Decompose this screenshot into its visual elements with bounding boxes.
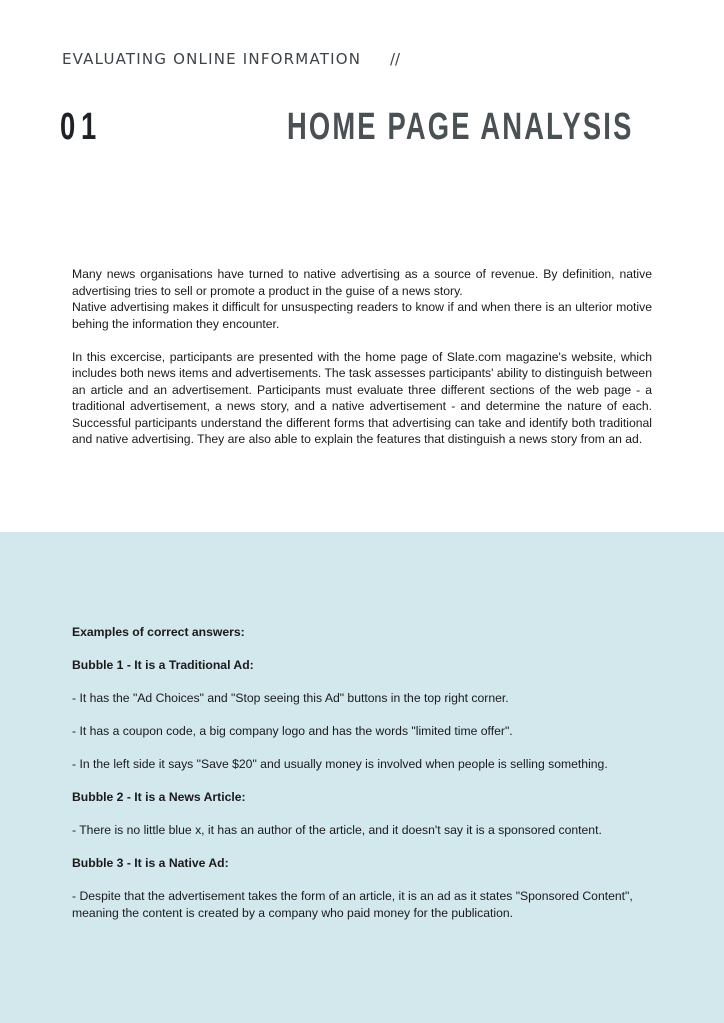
answers-heading: Examples of correct answers: xyxy=(72,625,245,639)
bubble-title: Bubble 2 - It is a News Article: xyxy=(72,790,246,804)
header-separator: // xyxy=(390,50,401,68)
answers-section xyxy=(72,624,652,938)
bubble-title: Bubble 1 - It is a Traditional Ad: xyxy=(72,658,254,672)
section-label: EVALUATING ONLINE INFORMATION xyxy=(62,50,362,68)
answer-point: - Despite that the advertisement takes the form of an article, it is an ad as it states "Sponsored Content", meaning the content is created by a company who paid money for the publication. xyxy=(72,889,633,920)
bubble-title: Bubble 3 - It is a Native Ad: xyxy=(72,856,229,870)
intro-paragraph: Native advertising makes it difficult for unsuspecting readers to know if and when there is an ulterior motive behing the information they encounter. xyxy=(72,300,652,331)
page-title: HOME PAGE ANALYSIS xyxy=(287,106,634,148)
intro-paragraph: Many news organisations have turned to native advertising as a source of revenue. By definition, native advertising tries to sell or promote a product in the guise of a news story. xyxy=(72,267,652,298)
intro-text xyxy=(72,266,652,448)
intro-paragraph: In this excercise, participants are presented with the home page of Slate.com magazine's website, which includes both news items and advertisements. The task assesses participants' ability to distinguish between an article and an advertisement. Participants must evaluate three different sections of the web page - a traditional advertisement, a news story, and a native advertisement - and determine the nature of each. Successful participants understand the different forms that advertising can take and identify both traditional and native advertising. They are also able to explain the features that distinguish a news story from an ad. xyxy=(72,349,652,446)
answer-point: - It has the "Ad Choices" and "Stop seeing this Ad" buttons in the top right corner. xyxy=(72,691,509,705)
answer-point: - In the left side it says "Save $20" and usually money is involved when people is selling something. xyxy=(72,757,608,771)
section-number: 01 xyxy=(60,106,102,148)
answer-point: - There is no little blue x, it has an author of the article, and it doesn't say it is a sponsored content. xyxy=(72,823,602,837)
answer-point: - It has a coupon code, a big company logo and has the words "limited time offer". xyxy=(72,724,513,738)
